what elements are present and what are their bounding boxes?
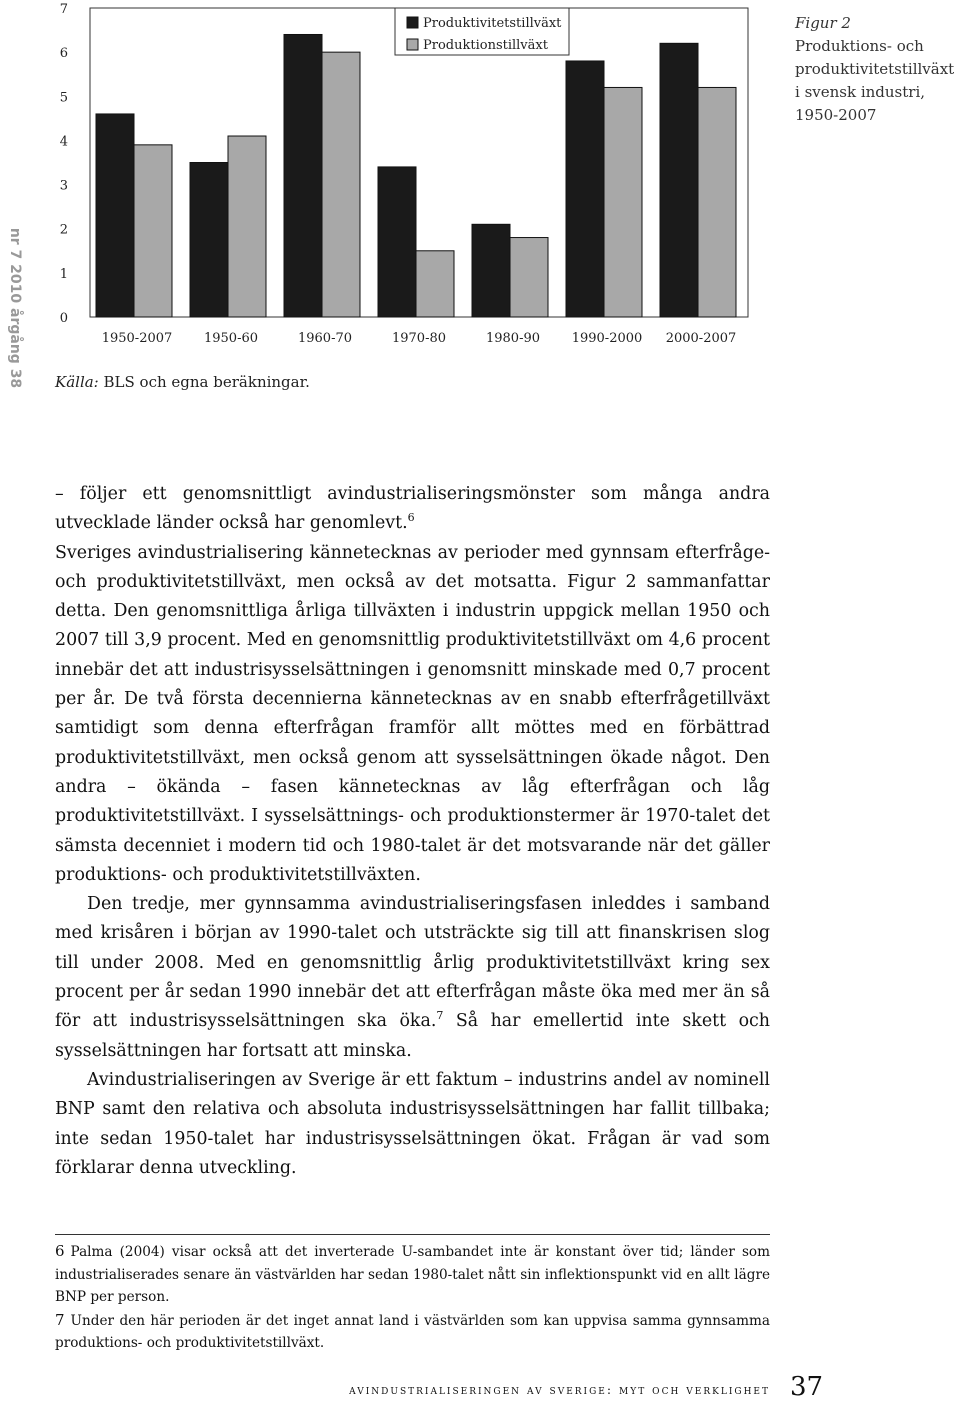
figure-label: Figur 2 xyxy=(795,14,851,32)
bar-produktivitet xyxy=(284,34,322,317)
bar-produktion xyxy=(322,52,360,317)
bar-produktivitet xyxy=(472,224,510,317)
bar-produktion xyxy=(510,238,548,317)
bar-produktion xyxy=(134,145,172,317)
footnote-text: Palma (2004) visar också att det inverterade U-sambandet inte är konstant över tid; länder som industrialiserades senare än västvärlden har sedan 1980-talet nått sin inflektionspunkt vid en allt lägre BNP per person. xyxy=(55,1244,770,1305)
body-text xyxy=(55,480,770,1183)
footnote-6 xyxy=(55,1240,770,1309)
bar-chart xyxy=(40,0,780,360)
y-tick-label: 2 xyxy=(59,222,68,238)
footnote-ref-7[interactable]: 7 xyxy=(436,1009,444,1023)
bar-produktivitet xyxy=(566,61,604,317)
bar-produktivitet xyxy=(378,167,416,317)
paragraph xyxy=(55,480,770,539)
journal-side-label: nr 7 2010 årgång 38 xyxy=(7,227,23,389)
x-tick-label: 1990-2000 xyxy=(571,331,643,346)
paragraph-text: Så har emellertid inte skett och sysselsättningen har fortsatt att minska. xyxy=(55,1011,770,1061)
paragraph-text: – följer ett genomsnittligt avindustrialiseringsmönster som många andra utvecklade länder också har genomlevt. xyxy=(55,484,770,534)
chart-legend xyxy=(395,8,569,55)
y-tick-label: 4 xyxy=(59,134,68,150)
footnote-number: 6 xyxy=(55,1242,65,1260)
paragraph xyxy=(55,890,770,1066)
caption-line: produktivitetstillväxt xyxy=(795,60,955,78)
caption-line: i svensk industri, xyxy=(795,83,926,101)
bar-produktivitet xyxy=(190,163,228,318)
footnote-text: Under den här perioden är det inget annat land i västvärlden som kan uppvisa samma gynnsamma produktions- och produktivitetstillväxt. xyxy=(55,1312,770,1351)
page-number: 37 xyxy=(790,1372,824,1402)
paragraph-text: Den tredje, mer gynnsamma avindustrialiseringsfasen inleddes i samband med krisåren i början av 1990-talet och utsträckte sig till att finanskrisen slog till under 2008. Med en genomsnittlig årlig produktivitetstillväxt kring sex procent per år sedan 1990 innebär det att efterfrågan måste öka med mer än så för att industrisysselsättningen ska öka. xyxy=(55,894,770,1032)
footnote-7 xyxy=(55,1309,770,1355)
x-tick-label: 2000-2007 xyxy=(665,331,737,346)
x-tick-label: 1970-80 xyxy=(391,331,447,346)
footnote-divider xyxy=(55,1234,770,1235)
y-tick-label: 7 xyxy=(59,2,68,17)
footnotes xyxy=(55,1240,770,1355)
bar-produktivitet xyxy=(660,43,698,317)
legend-swatch xyxy=(407,39,418,50)
figure-source xyxy=(55,373,310,391)
legend-label: Produktivitetstillväxt xyxy=(423,16,562,31)
y-tick-label: 0 xyxy=(59,311,68,326)
legend-label: Produktionstillväxt xyxy=(423,38,548,53)
source-label: Källa: xyxy=(55,373,99,391)
paragraph: Avindustrialiseringen av Sverige är ett faktum – industrins andel av nominell BNP samt den relativa och absoluta industrisysselsättningen har fallit tillbaka; inte sedan 1950-talet har industrisysselsättningen ökat. Frågan är vad som förklarar denna utveckling. xyxy=(55,1069,770,1178)
legend-swatch xyxy=(407,17,418,28)
x-tick-label: 1960-70 xyxy=(297,331,353,346)
paragraph: Sveriges avindustrialisering kännetecknas av perioder med gynnsam efterfråge- och produktivitetstillväxt, men också av det motsatta. Figur 2 sammanfattar detta. Den genomsnittliga årliga tillväxten i industrin uppgick mellan 1950 och 2007 till 3,9 procent. Med en genomsnittlig produktivitetstillväxt om 4,6 procent innebär det att industrisysselsättningen i genomsnitt minskade med 0,7 procent per år. De två första decennierna kännetecknas av en snabb efterfrågetillväxt samtidigt som denna efterfrågan framför allt möttes med en förbättrad produktivitetstillväxt, men också genom att sysselsättningen ökade något. Den andra – ökända – fasen kännetecknas av låg efterfrågan och låg produktivitetstillväxt. I sysselsättnings- och produktionstermer är 1970-talet det sämsta decenniet i modern tid och 1980-talet är det motsvarande när det gäller produktions- och produktivitetstillväxten. xyxy=(55,542,770,885)
x-tick-label: 1980-90 xyxy=(485,331,541,346)
y-tick-label: 1 xyxy=(59,266,68,282)
footnote-number: 7 xyxy=(55,1310,65,1329)
y-tick-label: 5 xyxy=(59,90,68,106)
caption-line: 1950-2007 xyxy=(795,106,877,124)
bar-produktion xyxy=(604,87,642,317)
y-tick-label: 3 xyxy=(59,178,68,194)
running-head: avindustrialiseringen av sverige: myt och verklighet xyxy=(349,1382,770,1397)
caption-line: Produktions- och xyxy=(795,37,924,55)
bar-produktion xyxy=(228,136,266,317)
bar-produktivitet xyxy=(96,114,134,317)
y-tick-label: 6 xyxy=(59,46,68,62)
figure-caption xyxy=(795,12,960,127)
x-tick-label: 1950-2007 xyxy=(101,331,173,346)
source-text: BLS och egna beräkningar. xyxy=(98,373,310,391)
x-tick-label: 1950-60 xyxy=(203,331,259,346)
bar-produktion xyxy=(698,87,736,317)
footnote-ref-6[interactable]: 6 xyxy=(407,511,415,525)
bar-produktion xyxy=(416,251,454,317)
